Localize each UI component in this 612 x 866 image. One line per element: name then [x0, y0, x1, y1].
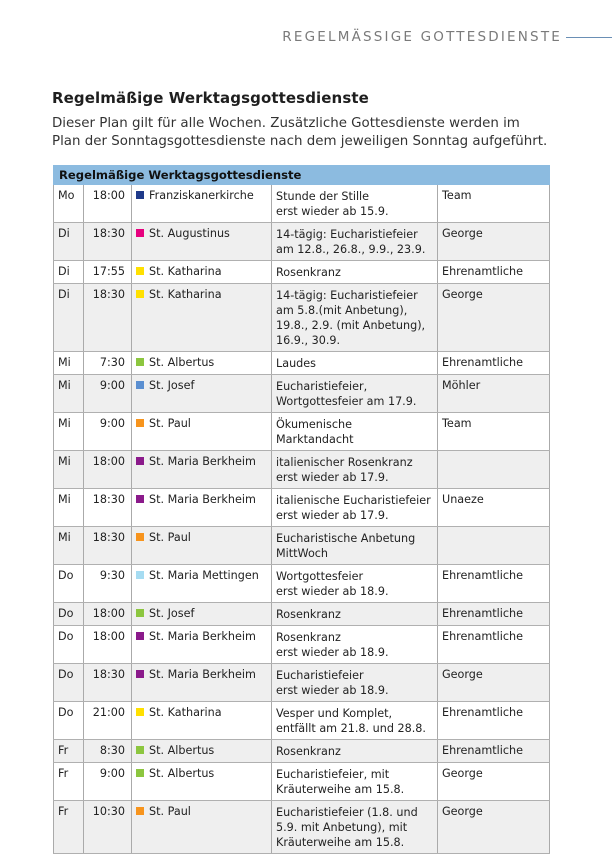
weekday-cell: Do: [54, 603, 84, 626]
church-cell: [132, 626, 272, 664]
table-body: [54, 185, 550, 854]
church-color-marker: [136, 191, 144, 199]
church-name: St. Maria Berkheim: [149, 455, 256, 468]
church-cell: [132, 801, 272, 854]
weekday-cell: Mi: [54, 451, 84, 489]
description-line: erst wieder ab 18.9.: [276, 646, 389, 659]
table-row: [54, 702, 550, 740]
description-line: Rosenkranz: [276, 631, 341, 644]
description-line: Stunde der Stille: [276, 190, 370, 203]
description-line: 14-tägig: Eucharistiefeier: [276, 289, 418, 302]
church-cell: [132, 413, 272, 451]
church-color-marker: [136, 769, 144, 777]
description-line: entfällt am 21.8. und 28.8.: [276, 722, 426, 735]
church-name: St. Maria Berkheim: [149, 493, 256, 506]
time-cell: 18:30: [84, 664, 132, 702]
celebrant-cell: Ehrenamtliche: [438, 626, 550, 664]
description-line: erst wieder ab 18.9.: [276, 585, 389, 598]
table-row: [54, 185, 550, 223]
church-cell: [132, 284, 272, 352]
description-line: Eucharistische Anbetung: [276, 532, 416, 545]
weekday-cell: Mi: [54, 489, 84, 527]
church-name: St. Paul: [149, 805, 191, 818]
description-cell: [272, 603, 438, 626]
church-name: St. Katharina: [149, 265, 222, 278]
church-cell: [132, 603, 272, 626]
church-name: St. Paul: [149, 531, 191, 544]
celebrant-cell: Team: [438, 185, 550, 223]
celebrant-cell: Ehrenamtliche: [438, 565, 550, 603]
description-cell: [272, 451, 438, 489]
description-line: Rosenkranz: [276, 745, 341, 758]
weekday-cell: Fr: [54, 801, 84, 854]
table-row: [54, 527, 550, 565]
description-cell: [272, 489, 438, 527]
time-cell: 9:00: [84, 763, 132, 801]
church-color-marker: [136, 358, 144, 366]
church-name: St. Katharina: [149, 288, 222, 301]
description-cell: [272, 763, 438, 801]
weekday-cell: Mo: [54, 185, 84, 223]
church-name: Franziskanerkirche: [149, 189, 254, 202]
church-color-marker: [136, 670, 144, 678]
table-row: [54, 489, 550, 527]
church-color-marker: [136, 419, 144, 427]
description-line: am 5.8.(mit Anbetung),: [276, 304, 408, 317]
description-line: Kräuterweihe am 15.8.: [276, 783, 405, 796]
description-line: Eucharistiefeier: [276, 669, 364, 682]
church-name: St. Maria Berkheim: [149, 668, 256, 681]
church-color-marker: [136, 632, 144, 640]
time-cell: 17:55: [84, 261, 132, 284]
description-line: Kräuterweihe am 15.8.: [276, 836, 405, 849]
weekday-cell: Mi: [54, 352, 84, 375]
weekday-cell: Mi: [54, 375, 84, 413]
church-name: St. Josef: [149, 379, 195, 392]
celebrant-cell: George: [438, 763, 550, 801]
church-cell: [132, 375, 272, 413]
description-cell: [272, 375, 438, 413]
description-line: italienische Eucharistiefeier: [276, 494, 431, 507]
description-line: Wortgottesfeier am 17.9.: [276, 395, 417, 408]
table-row: [54, 223, 550, 261]
church-cell: [132, 451, 272, 489]
description-line: Eucharistiefeier,: [276, 380, 368, 393]
church-cell: [132, 261, 272, 284]
celebrant-cell: George: [438, 223, 550, 261]
church-name: St. Augustinus: [149, 227, 230, 240]
description-line: am 12.8., 26.8., 9.9., 23.9.: [276, 243, 426, 256]
description-line: erst wieder ab 17.9.: [276, 471, 389, 484]
page-title: Regelmäßige Werktagsgottesdienste: [52, 89, 369, 107]
description-line: 16.9., 30.9.: [276, 334, 341, 347]
description-cell: [272, 185, 438, 223]
description-line: Eucharistiefeier (1.8. und: [276, 806, 418, 819]
church-cell: [132, 664, 272, 702]
description-cell: [272, 223, 438, 261]
weekday-cell: Mi: [54, 413, 84, 451]
weekday-cell: Mi: [54, 527, 84, 565]
church-cell: [132, 489, 272, 527]
church-name: St. Maria Mettingen: [149, 569, 259, 582]
description-cell: [272, 740, 438, 763]
running-head-text: REGELMÄSSIGE GOTTESDIENSTE: [282, 29, 562, 45]
time-cell: 18:00: [84, 603, 132, 626]
description-line: Wortgottesfeier: [276, 570, 364, 583]
church-color-marker: [136, 457, 144, 465]
table-row: [54, 763, 550, 801]
time-cell: 7:30: [84, 352, 132, 375]
description-cell: [272, 664, 438, 702]
church-name: St. Maria Berkheim: [149, 630, 256, 643]
description-cell: [272, 261, 438, 284]
church-name: St. Albertus: [149, 356, 215, 369]
description-cell: [272, 626, 438, 664]
celebrant-cell: George: [438, 664, 550, 702]
table-row: [54, 261, 550, 284]
table-header: Regelmäßige Werktagsgottesdienste: [54, 166, 550, 185]
weekday-cell: Do: [54, 664, 84, 702]
weekday-services-table: [53, 165, 550, 854]
description-line: erst wieder ab 17.9.: [276, 509, 389, 522]
weekday-cell: Do: [54, 565, 84, 603]
table-row: [54, 352, 550, 375]
time-cell: 10:30: [84, 801, 132, 854]
church-color-marker: [136, 708, 144, 716]
church-name: St. Albertus: [149, 744, 215, 757]
celebrant-cell: Ehrenamtliche: [438, 740, 550, 763]
description-cell: [272, 801, 438, 854]
time-cell: 9:30: [84, 565, 132, 603]
intro-paragraph: Dieser Plan gilt für alle Wochen. Zusätzliche Gottesdienste werden im Plan der Sonntagsgottesdienste nach dem jeweiligen Sonntag aufgeführt.: [52, 116, 548, 149]
table-row: [54, 664, 550, 702]
church-cell: [132, 223, 272, 261]
celebrant-cell: [438, 451, 550, 489]
church-name: St. Paul: [149, 417, 191, 430]
table-row: [54, 375, 550, 413]
description-line: Rosenkranz: [276, 608, 341, 621]
church-color-marker: [136, 495, 144, 503]
church-cell: [132, 763, 272, 801]
church-cell: [132, 702, 272, 740]
running-head: [282, 27, 612, 47]
time-cell: 9:00: [84, 413, 132, 451]
weekday-cell: Di: [54, 261, 84, 284]
celebrant-cell: Ehrenamtliche: [438, 702, 550, 740]
celebrant-cell: Unaeze: [438, 489, 550, 527]
description-line: 5.9. mit Anbetung), mit: [276, 821, 408, 834]
celebrant-cell: George: [438, 801, 550, 854]
church-color-marker: [136, 381, 144, 389]
celebrant-cell: Ehrenamtliche: [438, 603, 550, 626]
table-row: [54, 565, 550, 603]
church-name: St. Albertus: [149, 767, 215, 780]
table-row: [54, 451, 550, 489]
celebrant-cell: Möhler: [438, 375, 550, 413]
description-cell: [272, 284, 438, 352]
description-line: Eucharistiefeier, mit: [276, 768, 390, 781]
table-header-row: [54, 166, 550, 185]
church-color-marker: [136, 290, 144, 298]
church-cell: [132, 527, 272, 565]
description-line: erst wieder ab 18.9.: [276, 684, 389, 697]
description-cell: [272, 702, 438, 740]
description-line: 19.8., 2.9. (mit Anbetung),: [276, 319, 426, 332]
description-line: MittWoch: [276, 547, 329, 560]
church-cell: [132, 185, 272, 223]
description-cell: [272, 352, 438, 375]
description-cell: [272, 413, 438, 451]
description-line: italienischer Rosenkranz: [276, 456, 413, 469]
description-line: Vesper und Komplet,: [276, 707, 393, 720]
weekday-cell: Do: [54, 626, 84, 664]
church-cell: [132, 740, 272, 763]
church-color-marker: [136, 229, 144, 237]
church-color-marker: [136, 746, 144, 754]
description-cell: [272, 527, 438, 565]
church-color-marker: [136, 533, 144, 541]
time-cell: 18:00: [84, 626, 132, 664]
weekday-cell: Fr: [54, 763, 84, 801]
description-line: Ökumenische Marktandacht: [276, 418, 354, 446]
time-cell: 18:30: [84, 284, 132, 352]
church-cell: [132, 565, 272, 603]
weekday-cell: Do: [54, 702, 84, 740]
description-cell: [272, 565, 438, 603]
description-line: Laudes: [276, 357, 316, 370]
time-cell: 9:00: [84, 375, 132, 413]
church-color-marker: [136, 807, 144, 815]
weekday-cell: Di: [54, 284, 84, 352]
time-cell: 21:00: [84, 702, 132, 740]
running-head-rule: [566, 37, 612, 38]
time-cell: 18:00: [84, 451, 132, 489]
time-cell: 8:30: [84, 740, 132, 763]
celebrant-cell: [438, 527, 550, 565]
church-color-marker: [136, 267, 144, 275]
time-cell: 18:30: [84, 223, 132, 261]
church-color-marker: [136, 571, 144, 579]
celebrant-cell: Ehrenamtliche: [438, 261, 550, 284]
weekday-cell: Fr: [54, 740, 84, 763]
table-row: [54, 801, 550, 854]
description-line: Rosenkranz: [276, 266, 341, 279]
celebrant-cell: Ehrenamtliche: [438, 352, 550, 375]
church-name: St. Katharina: [149, 706, 222, 719]
weekday-cell: Di: [54, 223, 84, 261]
description-line: erst wieder ab 15.9.: [276, 205, 389, 218]
celebrant-cell: George: [438, 284, 550, 352]
church-cell: [132, 352, 272, 375]
church-name: St. Josef: [149, 607, 195, 620]
description-line: 14-tägig: Eucharistiefeier: [276, 228, 418, 241]
time-cell: 18:30: [84, 489, 132, 527]
table-row: [54, 740, 550, 763]
table-row: [54, 413, 550, 451]
table-row: [54, 626, 550, 664]
table-row: [54, 284, 550, 352]
time-cell: 18:30: [84, 527, 132, 565]
church-color-marker: [136, 609, 144, 617]
table-row: [54, 603, 550, 626]
time-cell: 18:00: [84, 185, 132, 223]
celebrant-cell: Team: [438, 413, 550, 451]
